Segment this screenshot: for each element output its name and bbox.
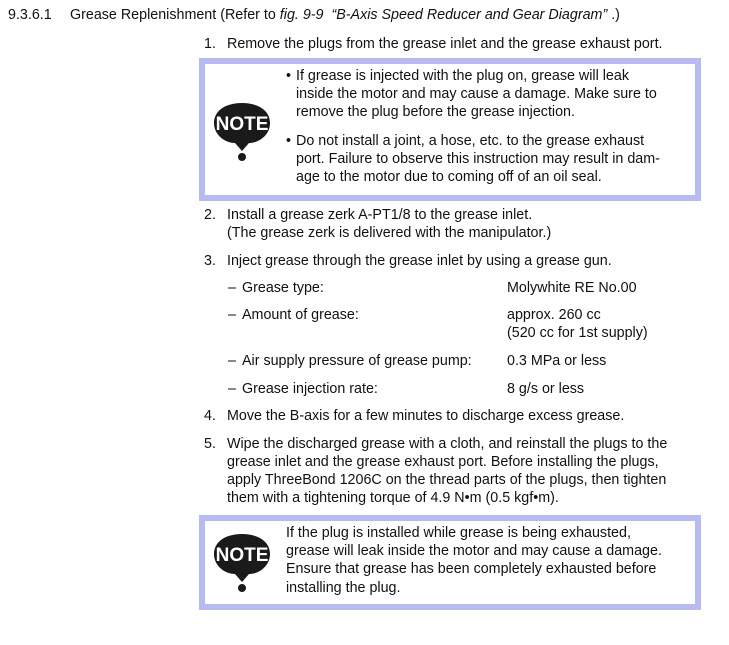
step-text: Move the B-axis for a few minutes to discharge excess grease. [227, 408, 625, 424]
step-text: Inject grease through the grease inlet by using a grease gun. [227, 253, 612, 269]
note-line: Ensure that grease has been completely exhausted before [286, 561, 657, 578]
step-text: Remove the plugs from the grease inlet and the grease exhaust port. [227, 36, 663, 52]
spec-dash: – [228, 280, 236, 296]
spec-label: Grease type: [242, 280, 324, 296]
step-number: 2. [204, 207, 216, 223]
section-title-prefix: Grease Replenishment (Refer to [70, 7, 280, 23]
step-number: 4. [204, 408, 216, 424]
step-text: apply ThreeBond 1206C on the thread parts of the plugs, then tighten [227, 472, 667, 488]
spec-value [507, 306, 648, 342]
note-line: remove the plug before the grease injection. [296, 104, 575, 121]
note-bullet-1 [286, 67, 696, 123]
spec-value: Molywhite RE No.00 [507, 280, 637, 296]
section-title-suffix: .) [611, 7, 620, 23]
step-number: 3. [204, 253, 216, 269]
spec-label: Amount of grease: [242, 307, 359, 323]
bullet-mark: • [286, 68, 292, 84]
note-line: port. Failure to observe this instruction may result in dam- [296, 151, 660, 168]
section-number: 9.3.6.1 [8, 7, 52, 23]
section-heading [8, 7, 620, 23]
step-number: 5. [204, 436, 216, 452]
spec-value: 8 g/s or less [507, 381, 585, 397]
figure-title: “B-Axis Speed Reducer and Gear Diagram” [331, 7, 608, 23]
step-text: them with a tightening torque of 4.9 N•m (0.5 kgf•m). [227, 490, 559, 506]
note-line: Do not install a joint, a hose, etc. to the grease exhaust [296, 133, 645, 149]
spec-value-line: (520 cc for 1st supply) [507, 325, 648, 341]
bullet-mark: • [286, 133, 292, 149]
note-line: inside the motor and may cause a damage. Make sure to [296, 86, 657, 103]
note-bullet-2 [286, 132, 696, 188]
note-line: age to the motor due to coming off of an oil seal. [296, 169, 602, 186]
spec-label: Grease injection rate: [242, 381, 378, 397]
note-line: If the plug is installed while grease is being exhausted, [286, 525, 631, 541]
note-line: installing the plug. [286, 579, 401, 596]
note-box-1 [199, 58, 701, 201]
note-icon [211, 101, 273, 161]
step-text: grease inlet and the grease exhaust port. Before installing the plugs, [227, 454, 659, 470]
step-text: Wipe the discharged grease with a cloth, and reinstall the plugs to the [227, 436, 668, 452]
note-box-2 [199, 515, 701, 610]
note-1-body [286, 67, 696, 188]
spec-value-line: approx. 260 cc [507, 307, 601, 323]
spec-dash: – [228, 353, 236, 369]
spec-label: Air supply pressure of grease pump: [242, 353, 472, 369]
note-label: NOTE [215, 545, 269, 566]
figure-reference-link[interactable]: fig. 9-9 [279, 7, 324, 23]
note-line: grease will leak inside the motor and may cause a damage. [286, 543, 662, 560]
spec-dash: – [228, 307, 236, 323]
spec-value: 0.3 MPa or less [507, 353, 607, 369]
note-label: NOTE [215, 114, 269, 135]
step-text: (The grease zerk is delivered with the manipulator.) [227, 225, 552, 241]
note-icon [211, 532, 273, 592]
step-number: 1. [204, 36, 216, 52]
note-line: If grease is injected with the plug on, grease will leak [296, 68, 629, 84]
spec-dash: – [228, 381, 236, 397]
note-2-body [286, 524, 696, 597]
step-text: Install a grease zerk A-PT1/8 to the grease inlet. [227, 207, 533, 223]
